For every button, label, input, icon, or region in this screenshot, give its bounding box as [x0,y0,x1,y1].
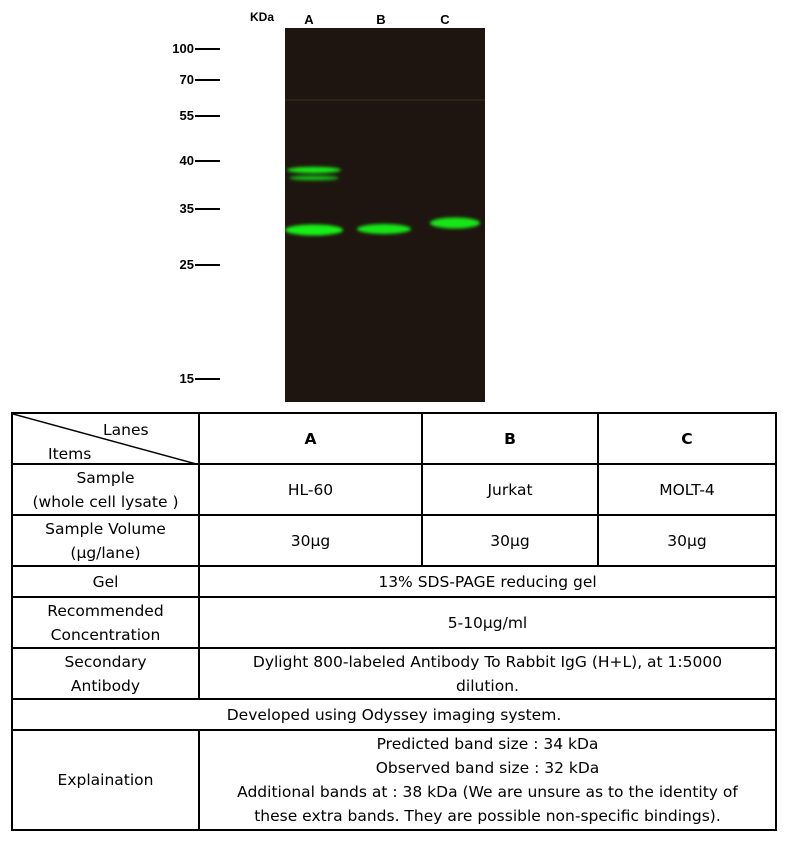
sample-label: Sample (whole cell lysate ) [12,464,199,515]
marker-70: 70 [180,71,220,87]
lanes-items-header-cell [12,413,199,464]
explanation-row [12,730,776,830]
kda-label: KDa [250,10,275,24]
developed-note: Developed using Odyssey imaging system. [12,699,776,730]
band-lane-c-32kda [430,218,480,229]
volume-c: 30μg [598,515,776,566]
band-lane-a-32kda [285,225,343,236]
marker-100: 100 [172,40,220,56]
items-header: Items [48,445,92,463]
band-lane-b-32kda [357,224,411,234]
secondary-value: Dylight 800-labeled Antibody To Rabbit IgG (H+L), at 1:5000 dilution. [199,648,776,699]
volume-a: 30μg [199,515,422,566]
explanation-line: these extra bands. They are possible non-specific bindings). [254,807,721,825]
marker-55: 55 [180,107,220,123]
col-header-c: C [598,413,776,464]
gel-label: Gel [12,566,199,597]
marker-15: 15 [180,370,220,386]
sample-a: HL-60 [199,464,422,515]
lane-label-a: A [304,12,314,27]
concentration-row [12,597,776,648]
lane-label-c: C [440,12,450,27]
explanation-label: Explaination [12,730,199,830]
gel-value: 13% SDS-PAGE reducing gel [199,566,776,597]
concentration-label: Recommended Concentration [12,597,199,648]
volume-row [12,515,776,566]
header-row [12,413,776,464]
explanation-line: Predicted band size : 34 kDa [376,735,599,753]
concentration-value: 5-10μg/ml [199,597,776,648]
col-header-b: B [422,413,598,464]
marker-25: 25 [180,256,220,272]
blot-membrane [285,28,485,402]
band-lane-a-38kda-upper [287,167,341,173]
sample-b: Jurkat [422,464,598,515]
band-lane-a-38kda-lower [289,176,339,181]
secondary-row [12,648,776,699]
lanes-header: Lanes [103,421,149,439]
col-header-a: A [199,413,422,464]
volume-b: 30μg [422,515,598,566]
secondary-label: Secondary Antibody [12,648,199,699]
explanation-line: Observed band size : 32 kDa [375,759,600,777]
developed-row [12,699,776,730]
marker-40: 40 [180,152,220,168]
explanation-text [199,730,776,830]
western-blot-figure [0,0,785,410]
gel-row [12,566,776,597]
lane-label-b: B [376,12,386,27]
info-table [11,412,777,831]
explanation-line: Additional bands at : 38 kDa (We are unsure as to the identity of [237,783,738,801]
sample-c: MOLT-4 [598,464,776,515]
volume-label: Sample Volume (μg/lane) [12,515,199,566]
sample-row [12,464,776,515]
marker-35: 35 [180,200,220,216]
